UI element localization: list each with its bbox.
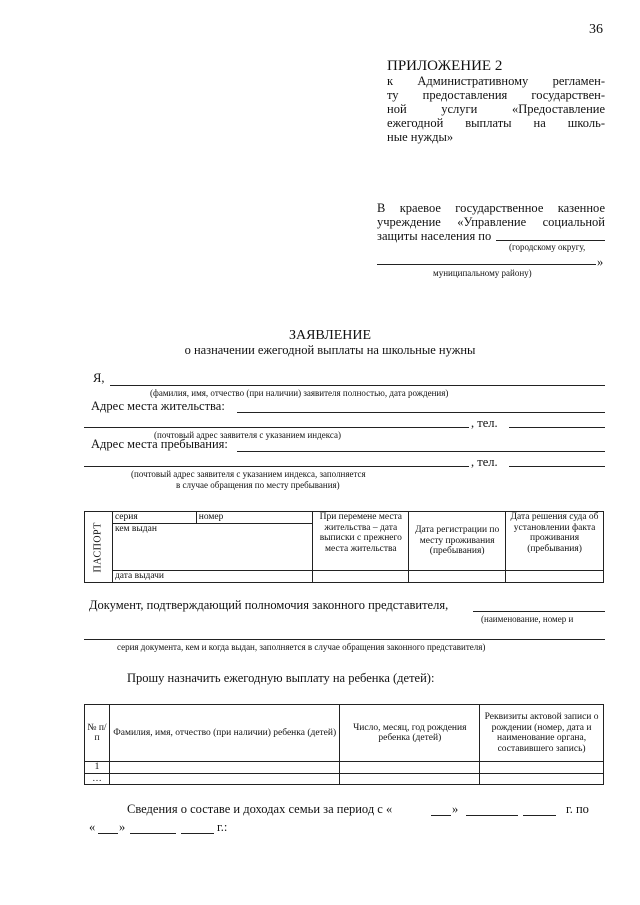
representative-line[interactable] <box>473 611 605 612</box>
addressee-line: В краевое государственное казенное <box>377 201 605 215</box>
representative-label: Документ, подтверждающий полномочия законного представителя, <box>89 598 449 612</box>
stay-hint: в случае обращения по месту пребывания) <box>176 480 340 490</box>
tel-label: , тел. <box>471 416 498 430</box>
child-record-cell[interactable] <box>480 773 604 785</box>
appendix-line: ту предоставления государствен- <box>387 88 605 102</box>
issued-by-cell[interactable]: кем выдан <box>112 523 312 570</box>
residence-line[interactable] <box>84 427 469 428</box>
residence-hint: (почтовый адрес заявителя с указанием индекса) <box>154 430 341 440</box>
addressee-block <box>377 201 605 243</box>
children-header-number: № п/п <box>85 705 110 762</box>
tel-label: , тел. <box>471 455 498 469</box>
stay-hint: (почтовый адрес заявителя с указанием индекса, заполняется <box>131 469 366 479</box>
appendix-line: ежегодной выплаты на школь- <box>387 116 605 130</box>
request-text: Прошу назначить ежегодную выплату на ребенка (детей): <box>127 671 435 685</box>
date-year-line[interactable] <box>523 815 556 816</box>
applicant-hint: (фамилия, имя, отчество (при наличии) заявителя полностью, дата рождения) <box>150 388 449 398</box>
child-name-cell[interactable] <box>109 773 339 785</box>
change-residence-value[interactable] <box>313 570 409 582</box>
passport-table <box>84 511 604 583</box>
stay-label: Адрес места пребывания: <box>91 437 228 451</box>
child-birthdate-cell[interactable] <box>340 762 480 774</box>
fill-line[interactable] <box>377 264 596 265</box>
addressee-hint: (городскому округу, <box>509 242 586 252</box>
appendix-line: к Административному регламен- <box>387 74 605 88</box>
issue-date-cell[interactable]: дата выдачи <box>112 570 312 582</box>
row-number: 1 <box>85 762 110 774</box>
page-number: 36 <box>589 22 603 37</box>
row-number: … <box>85 773 110 785</box>
table-row <box>85 773 604 785</box>
family-text: Сведения о составе и доходах семьи за период с « <box>127 802 393 816</box>
date-month-line[interactable] <box>130 833 176 834</box>
court-decision-value[interactable] <box>506 570 604 582</box>
quote-open: « <box>89 820 96 834</box>
phone-line[interactable] <box>509 466 605 467</box>
residence-label: Адрес места жительства: <box>91 399 225 413</box>
heading-title: ЗАЯВЛЕНИЕ <box>288 328 372 343</box>
date-year-line[interactable] <box>181 833 214 834</box>
number-cell[interactable]: номер <box>196 512 313 524</box>
appendix-line: ной услуги «Предоставление <box>387 102 605 116</box>
child-birthdate-cell[interactable] <box>340 773 480 785</box>
child-name-cell[interactable] <box>109 762 339 774</box>
appendix-block <box>387 58 605 144</box>
quote-close: » <box>452 802 459 816</box>
passport-side-label: ПАСПОРТ <box>85 512 113 583</box>
appendix-title: ПРИЛОЖЕНИЕ 2 <box>387 58 503 74</box>
addressee-hint: муниципальному району) <box>433 268 532 278</box>
representative-hint: (наименование, номер и <box>481 614 574 624</box>
child-record-cell[interactable] <box>480 762 604 774</box>
family-text: г. по <box>566 802 589 816</box>
applicant-name-line[interactable] <box>110 385 605 386</box>
phone-line[interactable] <box>509 427 605 428</box>
fill-line[interactable] <box>496 240 605 241</box>
representative-line[interactable] <box>84 639 605 640</box>
registration-date-value[interactable] <box>409 570 506 582</box>
applicant-label: Я, <box>93 371 105 385</box>
family-text: г.: <box>217 820 228 834</box>
court-decision-header: Дата решения суда об установлении факта проживания (пребывания) <box>506 512 604 571</box>
children-table <box>84 704 604 785</box>
stay-line[interactable] <box>84 466 469 467</box>
table-row <box>85 762 604 774</box>
document-heading <box>160 328 500 357</box>
date-month-line[interactable] <box>466 815 518 816</box>
children-header-name: Фамилия, имя, отчество (при наличии) ребенка (детей) <box>109 705 339 762</box>
date-day-line[interactable] <box>98 833 118 834</box>
addressee-line: защиты населения по <box>377 229 492 243</box>
change-residence-header: При перемене места жительства – дата выписки с прежнего места жительства <box>313 512 409 571</box>
quote-close: » <box>119 820 126 834</box>
heading-subtitle: о назначении ежегодной выплаты на школьные нужны <box>184 343 476 357</box>
representative-hint: серия документа, кем и когда выдан, заполняется в случае обращения законного представителя) <box>117 642 486 652</box>
children-header-record: Реквизиты актовой записи о рождении (номер, дата и наименование органа, составившего запись) <box>480 705 604 762</box>
series-cell[interactable]: серия <box>112 512 196 524</box>
children-header-birthdate: Число, месяц, год рождения ребенка (детей) <box>340 705 480 762</box>
registration-date-header: Дата регистрации по месту проживания (пребывания) <box>409 512 506 571</box>
appendix-line: ные нужды» <box>387 130 454 144</box>
closing-quote: » <box>597 255 604 269</box>
stay-line[interactable] <box>237 451 605 452</box>
date-day-line[interactable] <box>431 815 451 816</box>
residence-line[interactable] <box>237 412 605 413</box>
addressee-line: учреждение «Управление социальной <box>377 215 605 229</box>
